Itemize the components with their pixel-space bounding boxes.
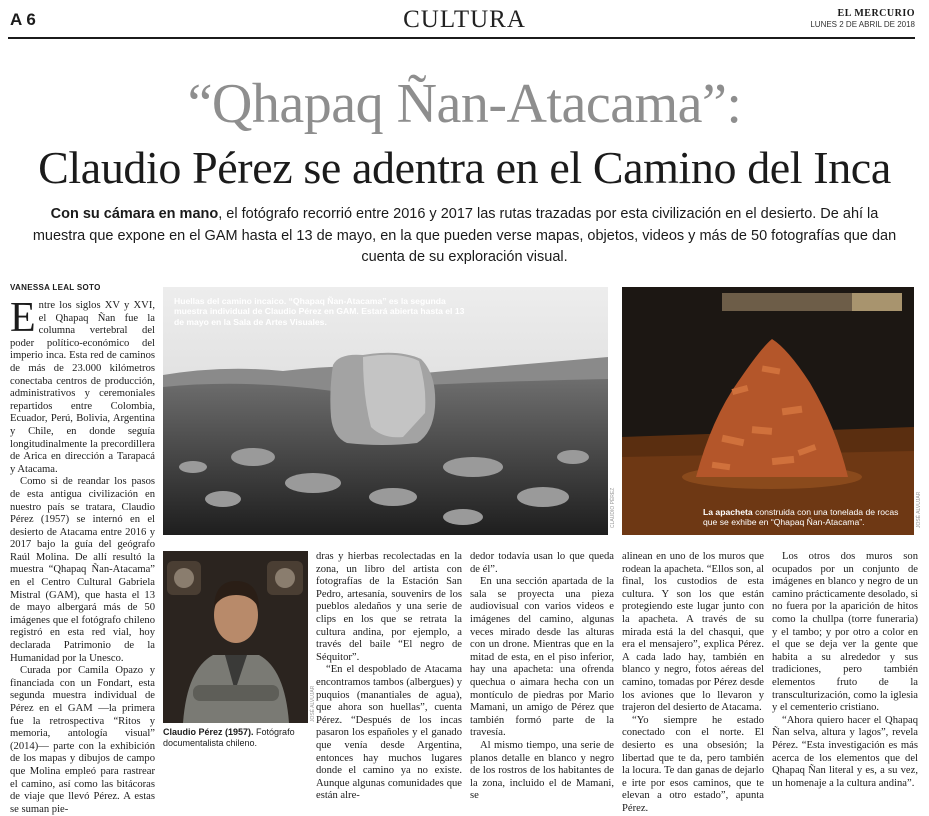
body-column-5 [772,551,918,789]
paragraph-text: ntre los siglos XV y XVI, el Qhapaq Ñan fue la columna vertebral del poder político-económico del imperio inca. Esta red de caminos de más de 23.000 kilómetros conectaba centros de producción, administrativos y ceremoniales repartidos entre Colombia, Ecuador, Perú, Bolivia, Argentina y Chile, en donde seguía longitudinalmente la precordillera de Arica en dirección a Tarapacá y Atacama. [10,300,155,475]
desert-photo-caption: Huellas del camino incaico. “Qhapaq Ñan-Atacama” es la segunda muestra individual de Claudio Pérez en GAM. Estará abierta hasta el 13 de mayo en la Sala de Artes Visuales. [174,296,465,327]
paragraph: “En el despoblado de Atacama encontramos tambos (albergues) y puquios (manantiales de agua), que ahora son huellas”, cuenta Pérez. “Después de los incas pasaron los españoles y el ganado que venía desde Argentina, entonces hay muchos lugares donde el camino ya no existe. Aunque algunas comunidades que están alre- [316,664,462,802]
headline-title: Claudio Pérez se adentra en el Camino del Inca [38,142,891,193]
portrait-image [163,551,308,723]
caption-text: Fotógrafo documentalista chileno. [163,727,295,748]
apacheta-photo-caption [703,507,913,528]
deck-lead: Con su cámara en mano [50,206,219,222]
paragraph: Curada por Camila Opazo y financiada con un Fondart, esta segunda muestra individual de Pérez en el GAM —la primera fue la retrospectiva “Ritos y memoria, antología visual” (2014)— parte con la exhibición de los mapas y dibujos de campo que Molina empleó para rastrear el camino, así como las bitácoras de viaje que llevó Pérez. A estas se suman pie- [10,665,155,815]
article-deck [26,204,903,269]
caption-lead: La apacheta [703,507,753,517]
body-column-3 [470,551,614,802]
apacheta-photo [622,287,914,535]
paragraph [10,295,155,476]
portrait-photo [163,551,308,723]
caption-text: construida con una tonelada de rocas que se exhibe en “Qhapaq Ñan-Atacama”. [703,507,899,528]
drop-cap: E [10,295,36,341]
page-number: A 6 [10,10,36,29]
byline: VANESSA LEAL SOTO [10,283,101,292]
paragraph: dedor todavía usan lo que queda de él”. [470,551,614,575]
header-rule [8,37,915,39]
body-column-2 [316,551,462,802]
paragraph: Al mismo tiempo, una serie de planos detalle en blanco y negro de los rostros de los habitantes de la zona, incluido el de Mamani, se [470,739,614,802]
headline-kicker: “Qhapaq Ñan-Atacama”: [187,73,742,135]
paragraph: alinean en uno de los muros que rodean la apacheta. “Ellos son, al final, los custodios de esta cultura. Y son los que están protegiendo este lugar junto con la apacheta. A través de su mirada está la del chasqui, que era el mensajero”, explica Pérez. A cada lado hay, también en blanco y negro, fotos aéreas del camino, tomadas por Pérez desde los aviones que lo llevaron y trajeron del desierto de Atacama. [622,551,764,714]
issue-date: LUNES 2 DE ABRIL DE 2018 [810,20,915,29]
masthead [810,8,915,29]
paragraph: “Ahora quiero hacer el Qhapaq Ñan selva, altura y lagos”, revela Pérez. “Esta investigación es más acerca de los elementos que del Qhapaq Ñan literal y es, a su vez, un homenaje a la cultura andina”. [772,714,918,789]
paragraph: Los otros dos muros son ocupados por un conjunto de imágenes en blanco y negro de un camino prácticamente desolado, si no fuera por la aparición de hitos como la chullpa (torre funeraria) y el tambo; y por otro a color en el que se deja ver la gente que habita a su alrededor y sus tradiciones, pero también elementos fruto de la transculturización, como la iglesia y el cementerio cristiano. [772,551,918,714]
paragraph: dras y hierbas recolectadas en la zona, un libro del artista con fotografías de la Estación San Pedro, artesanía, souvenirs de los pueblos aledaños y una serie de clips en los que se retrata la cultura andina, por ejemplo, a través del baile “El negro de Séquitor”. [316,551,462,663]
body-column-1 [10,295,155,815]
photo-credit: JOSÉ ALVUJAR [310,685,316,722]
paragraph: En una sección apartada de la sala se proyecta una pieza audiovisual con varios videos e imágenes del camino, algunas veces mirado desde las alturas con un drone. Mientras que en la mitad de esta, en el piso inferior, hay una apacheta: una ofrenda quechua o aimara hecha con un montículo de piedras por Mario Mamani, un amigo de Pérez que también formó parte de la travesía. [470,576,614,739]
caption-lead: Claudio Pérez (1957). [163,727,254,737]
paragraph: Como si de reandar los pasos de esta antigua civilización en nuestro país se tratara, Claudio Pérez (1957) se internó en el desierto de Atacama entre 2016 y 2017 bajo la guía del geógrafo Raúl Molina. De allí resultó la muestra “Qhapaq Ñan-Atacama” en el Centro Cultural Gabriela Mistral (GAM), que hasta el 13 de mayo albergará más de 50 imágenes que el fotógrafo chileno registró en esta red vial, hoy declarada Patrimonio de la Humanidad por la Unesco. [10,476,155,664]
section-title: CULTURA [403,6,526,33]
deck-text: , el fotógrafo recorrió entre 2016 y 2017 las rutas trazadas por esta civilización en el desierto. De ahí la muestra que expone en el GAM hasta el 13 de mayo, en la que pueden verse mapas, objetos, videos y más de 50 fotografías que dan cuenta de su exploración visual. [32,206,897,265]
photo-credit: CLAUDIO PÉREZ [610,487,616,528]
newspaper-name: EL MERCURIO [837,8,915,19]
photo-credit: JOSÉ ALVUJAR [916,491,922,528]
body-column-4 [622,551,764,814]
paragraph: “Yo siempre he estado conectado con el norte. El desierto es una obsesión; la libertad que te da, pero también la locura. Te dan ganas de dejarlo e irte por esos caminos, que te elevan a otro estado”, apunta Pérez. [622,714,764,814]
portrait-caption [163,727,308,749]
apacheta-image [622,287,914,535]
